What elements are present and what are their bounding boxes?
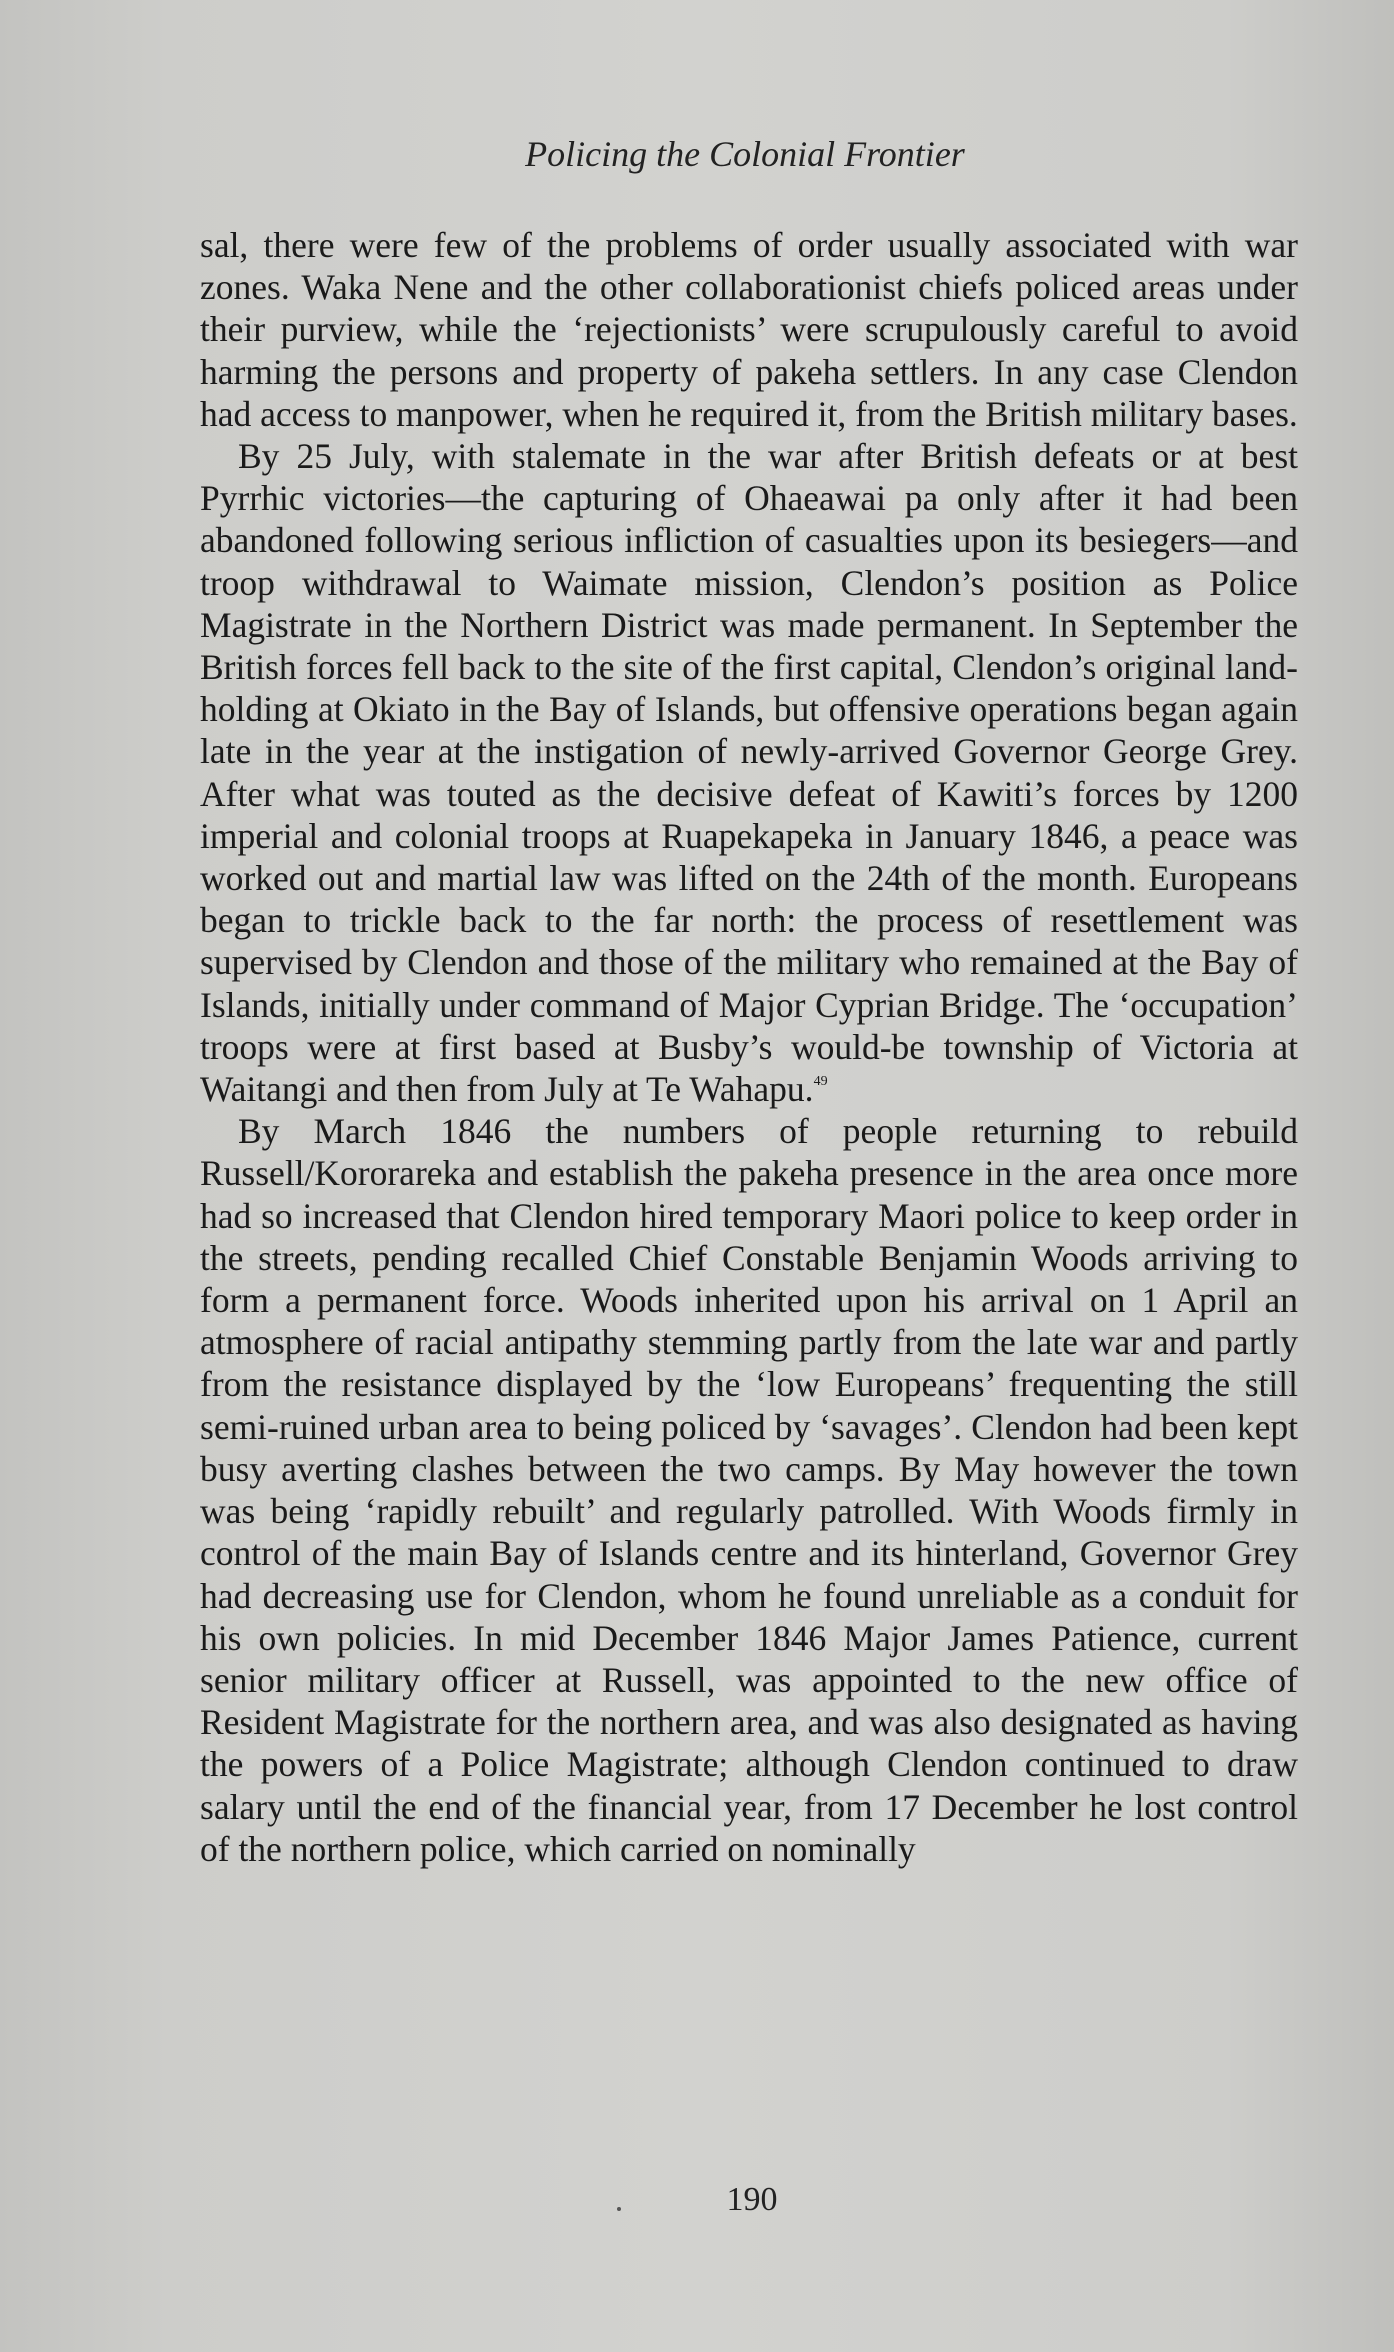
paragraph-2-text: By 25 July, with stalemate in the war after British defeats or at best Pyrrhic victories—the capturing of Ohaeawai pa only after it had been abandoned following serious infliction of casualties upon its besiegers—and troop withdrawal to Waimate mission, Clendon’s position as Police Magistrate in the Northern District was made permanent. In September the British forces fell back to the site of the first capital, Clendon’s original land-holding at Okiato in the Bay of Islands, but offensive operations began again late in the year at the instigation of newly-arrived Governor George Grey. After what was touted as the decisive defeat of Kawiti’s forces by 1200 imperial and colonial troops at Ruapekapeka in January 1846, a peace was worked out and martial law was lifted on the 24th of the month. Europeans began to trickle back to the far north: the process of resettlement was supervised by Clendon and those of the military who remained at the Bay of Islands, initially under command of Major Cyprian Bridge. The ‘occupation’ troops were at first based at Busby’s would-be township of Victoria at Waitangi and then from July at Te Wahapu. — [200, 436, 1298, 1110]
paragraph-3-text: By March 1846 the numbers of people returning to rebuild Russell/Kororareka and establish the pakeha presence in the area once more had so increased that Clendon hired temporary Maori police to keep order in the streets, pending recalled Chief Constable Benjamin Woods arriving to form a permanent force. Woods inherited upon his arrival on 1 April an atmosphere of racial antipathy stemming partly from the late war and partly from the resistance displayed by the ‘low Europeans’ frequenting the still semi-ruined urban area to being policed by ‘savages’. Clendon had been kept busy averting clashes between the two camps. By May however the town was being ‘rapidly rebuilt’ and regularly patrolled. With Woods firmly in control of the main Bay of Islands centre and its hinterland, Governor Grey had decreasing use for Clendon, whom he found unreliable as a conduit for his own policies. In mid December 1846 Major James Patience, current senior military officer at Russell, was appointed to the new office of Resident Magistrate for the northern area, and was also designated as having the powers of a Police Magistrate; although Clendon continued to draw salary until the end of the financial year, from 17 December he lost control of the northern police, which carried on nominally — [200, 1111, 1298, 1869]
paragraph-2 — [200, 435, 1298, 1110]
dust-speck — [617, 2207, 621, 2211]
body-text — [200, 224, 1298, 1870]
running-head: Policing the Colonial Frontier — [525, 134, 965, 174]
footnote-marker: 49 — [813, 1074, 828, 1090]
paragraph-3 — [200, 1110, 1298, 1870]
paragraph-1-text: sal, there were few of the problems of order usually associated with war zones. Waka Nene and the other collaborationist chiefs policed areas under their purview, while the ‘rejectionists’ were scrupulously careful to avoid harming the persons and property of pakeha settlers. In any case Clendon had access to manpower, when he required it, from the British military bases. — [200, 225, 1298, 434]
paragraph-1 — [200, 224, 1298, 435]
page-number: 190 — [726, 2181, 778, 2218]
